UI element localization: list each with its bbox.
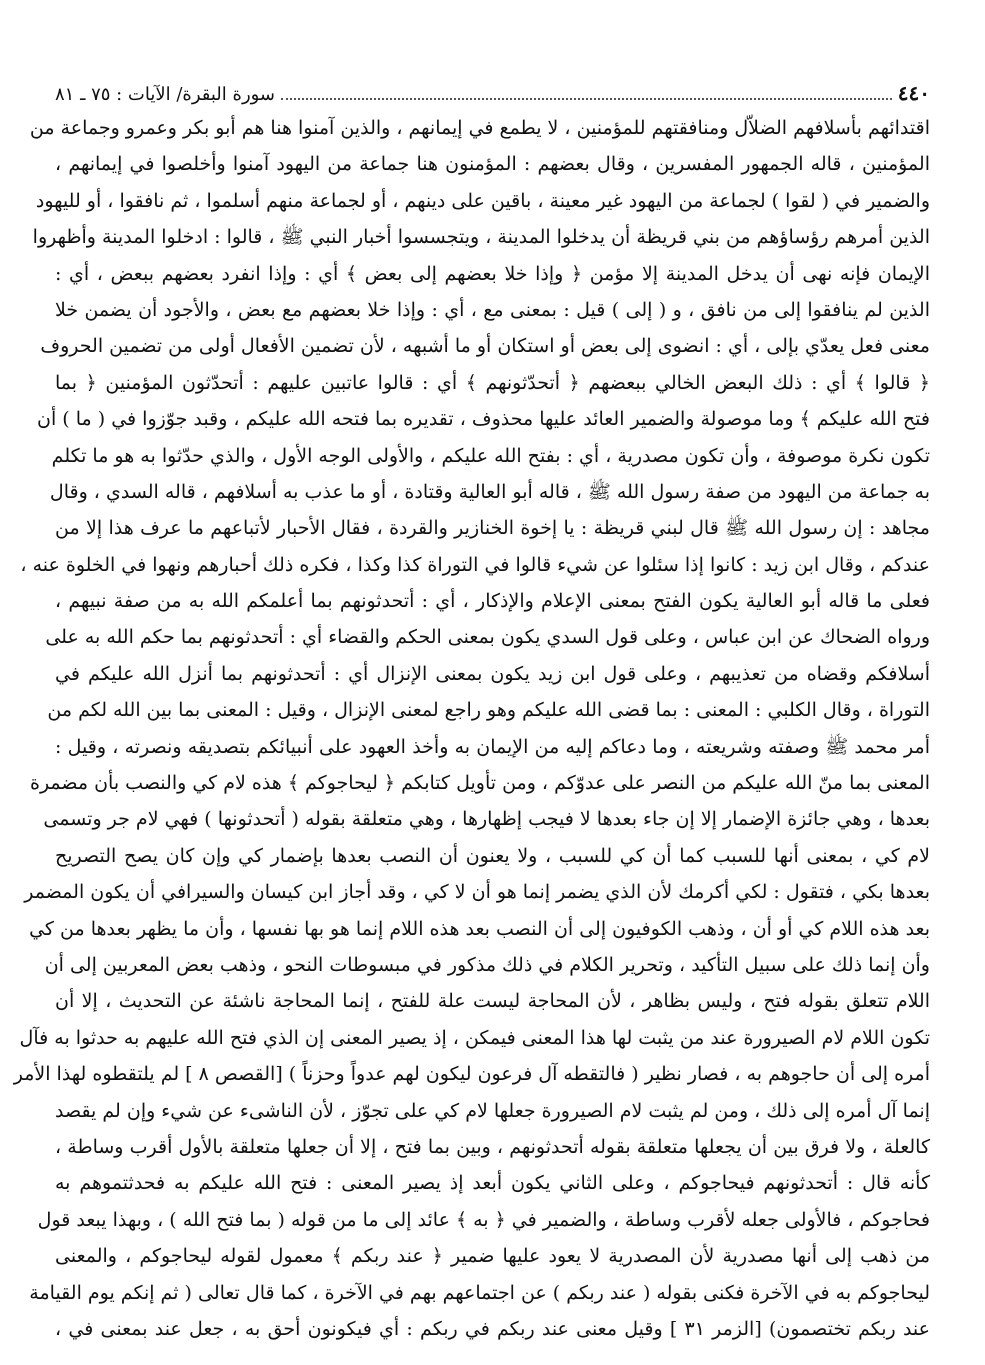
text-line: وأن إنما ذلك على سبيل التأكيد ، وتحرير الكلام في ذلك مذكور في مبسوطات النحو ، وذهب بعض المعربين إلى أن	[44, 953, 930, 976]
text-line: اللام تتعلق بقوله فتح ، وليس بظاهر ، لأن المحاجة ليست علة للفتح ، إنما المحاجة ناشئة عن التحديث ، إلا أن	[55, 990, 930, 1013]
text-line: ورواه الضحاك عن ابن عباس ، وعلى قول السدي يكون بمعنى الحكم والقضاء أي : أتحدثونهم بما حكم الله به على	[45, 626, 930, 649]
page-number: ٤٤٠	[897, 81, 930, 105]
text-line: بعد هذه اللام كي أو أن ، وذهب الكوفيون إلى أن النصب بعد هذه اللام إنما هو بها نفسها ، وأن ما يظهر بعدها من كي	[29, 917, 930, 940]
text-line: اقتدائهم بأسلافهم الضلاّل ومنافقتهم للمؤمنين ، لا يطمع في إيمانهم ، والذين آمنوا هنا هم أبو بكر وعمرو وجماعة من	[29, 117, 930, 139]
text-line: تكون اللام لام الصيرورة عند من يثبت لها هذا المعنى فيمكن ، إذ يصير المعنى إن الذي فتح الله عليهم به حدثوا به فآل	[19, 1026, 930, 1049]
text-line: أمره إلى أن حاجوهم به ، فصار نظير ( فالتقطه آل فرعون ليكون لهم عدواً وحزناً ) [القصص ٨ ] لم يلتقطوه لهذا الأمر	[13, 1063, 930, 1086]
text-line: إنما آل أمره إلى ذلك ، ومن لم يثبت لام الصيرورة جعلها لام كي على تجوّز ، لأن الناشىء عن شيء وإن لم يقصد	[55, 1099, 930, 1122]
text-line: ﴿ قالوا ﴾ أي : ذلك البعض الخالي ببعضهم ﴿ أتحدّثونهم ﴾ أي : قالوا عاتبين عليهم : أتحدّثون المؤمنين ﴿ بما	[55, 371, 930, 394]
text-line: أسلافكم وقضاه من تعذيبهم ، وعلى قول ابن زيد يكون بمعنى الإنزال أي : أتحدثونهم بما أنزل الله عليكم في	[55, 662, 930, 685]
text-line: فحاجوكم ، فالأولى جعله لأقرب وساطة ، والضمير في ﴿ به ﴾ عائد إلى ما من قوله ( بما فتح الله ) ، وبهذا يبعد قول	[37, 1208, 930, 1231]
text-line: كالعلة ، ولا فرق بين أن يجعلها متعلقة بقوله أتحدثونهم ، وبين بما فتح ، إلا أن جعلها متعلقة بالأول أقرب وساطة ،	[55, 1135, 930, 1158]
text-line: بعدها ، وهي جائزة الإضمار إلا إن جاء بعدها لا فيجب إظهارها ، وهي متعلقة بقوله ( أتحدثونها ) فهي لام جر وتسمى	[43, 808, 930, 831]
text-line: الذين لم ينافقوا إلى من نافق ، و ( إلى ) قيل : بمعنى مع ، أي : وإذا خلا بعضهم مع بعض ، والأجود أن يضمن خلا	[55, 298, 930, 321]
text-line: فتح الله عليكم ﴾ وما موصولة والضمير العائد عليها محذوف ، تقديره بما فتحه الله عليكم ، وقبد جوّزوا في ( ما ) أن	[37, 408, 930, 431]
text-line: معنى فعل يعدّي بإلى ، أي : انضوى إلى بعض أو استكان أو ما أشبهه ، لأن تضمين الأفعال أولى من تضمين الحروف	[40, 335, 930, 358]
text-line: الإيمان فإنه نهى أن يدخل المدينة إلا مؤمن ﴿ وإذا خلا بعضهم إلى بعض ﴾ أي : وإذا انفرد بعضهم ببعض ، أي :	[55, 262, 930, 285]
text-line: الذين أمرهم رؤساؤهم من بني قريظة أن يدخلوا المدينة ، ويتجسسوا أخبار النبي ﷺ ، قالوا : ادخلوا المدينة وأظهروا	[32, 226, 930, 249]
running-title: سورة البقرة/ الآيات : ٧٥ ـ ٨١	[55, 84, 276, 105]
running-head	[55, 80, 930, 106]
text-line: مجاهد : إن رسول الله ﷺ قال لبني قريظة : يا إخوة الخنازير والقردة ، فقال الأحبار لأتباعهم ما عرف هذا إلا من	[55, 517, 930, 540]
text-line: عند ربكم تختصمون) [الزمر ٣١ ] وقيل معنى عند ربكم في ربكم : أي فيكونون أحق به ، جعل عند بمعنى في ،	[55, 1317, 930, 1340]
text-line: المؤمنين ، قاله الجمهور المفسرين ، وقال بعضهم : المؤمنون هنا جماعة من اليهود آمنوا وأخلصوا في إيمانهم ،	[55, 153, 930, 176]
text-line: ليحاجوكم به في الآخرة فكنى بقوله ( عند ربكم ) عن اجتماعهم بهم في الآخرة ، كما قال تعالى ( ثم إنكم يوم القيامة	[29, 1281, 930, 1304]
text-line: به جماعة من اليهود من صفة رسول الله ﷺ ، قاله أبو العالية وقتادة ، أو ما عذب به أسلافهم ، قاله السدي ، وقال	[49, 480, 930, 503]
text-line: كأنه قال : أتحدثونهم فيحاجوكم ، وعلى الثاني يكون أبعد إذ يصير المعنى : فتح الله عليكم به فحدثتموهم به	[55, 1172, 930, 1195]
text-line: والضمير في ( لقوا ) لجماعة من اليهود غير معينة ، باقين على دينهم ، أو لجماعة منهم أسلموا ، ثم نافقوا ، أو لليهود	[35, 189, 930, 212]
text-line: لام كي ، بمعنى أنها للسبب كما أن كي للسبب ، ولا يعنون أن النصب بعدها بإضمار كي وإن كان يصح التصريح	[55, 844, 930, 867]
text-line: التوراة ، وقال الكلبي : المعنى : بما قضى الله عليكم وهو راجع لمعنى الإنزال ، وقيل : المعنى بما بين الله لكم من	[47, 699, 930, 722]
text-line: تكون نكرة موصوفة ، وأن تكون مصدرية ، أي : بفتح الله عليكم ، والأولى الوجه الأول ، والذي حدّثوا به هو ما تكلم	[51, 444, 930, 467]
text-line: أمر محمد ﷺ وصفته وشريعته ، وما دعاكم إليه من الإيمان به وأخذ العهود على أنبيائكم بتصديقه ونصرته ، وقيل :	[55, 735, 930, 758]
text-line: من ذهب إلى أنها مصدرية لأن المصدرية لا يعود عليها ضمير ﴿ عند ربكم ﴾ معمول لقوله ليحاجوكم ، والمعنى	[55, 1245, 930, 1268]
leader-dots	[281, 82, 892, 100]
text-line: المعنى بما منّ الله عليكم من النصر على عدوّكم ، ومن تأويل كتابكم ﴿ ليحاجوكم ﴾ هذه لام كي والنصب بأن مضمرة	[29, 772, 930, 795]
text-line: عندكم ، وقال ابن زيد : كانوا إذا سئلوا عن شيء قالوا في التوراة كذا وكذا ، فكره ذلك أحبارهم ونهوا في الخلوة عنه ،	[20, 553, 930, 576]
body-text	[13, 110, 930, 1347]
text-line: فعلى ما قاله أبو العالية يكون الفتح بمعنى الإعلام والإذكار ، أي : أتحدثونهم بما أعلمكم الله به من صفة نبيهم ،	[55, 590, 930, 613]
text-line: بعدها بكي ، فتقول : لكي أكرمك لأن الذي يضمر إنما هو أن لا كي ، وقد أجاز ابن كيسان والسيرافي أن يكون المضمر	[24, 881, 930, 904]
